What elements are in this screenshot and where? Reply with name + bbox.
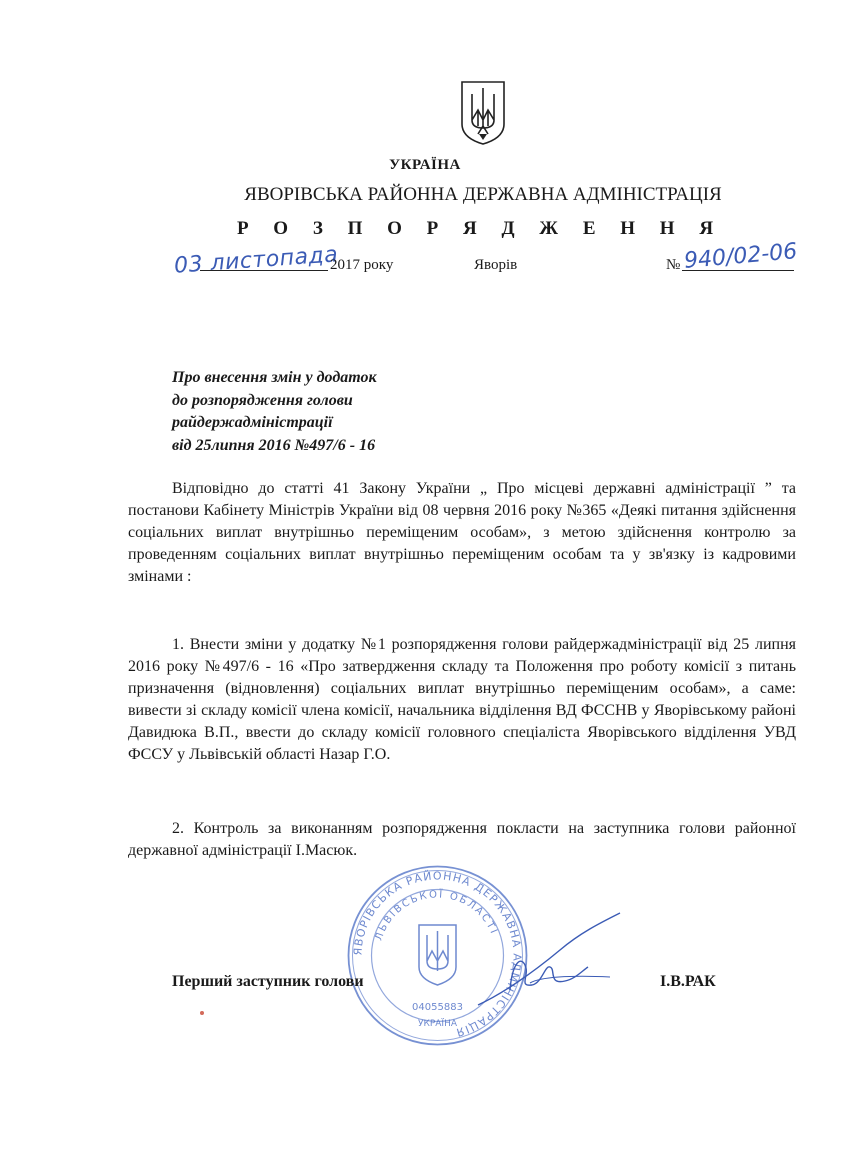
- stamp-trident-icon: [419, 925, 456, 985]
- order-item-1: 1. Внести зміни у додатку №1 розпорядження голови райдержадміністрації від 25 липня 2016 року №497/6 - 16 «Про затвердження складу та Положення про роботу комісії з питань призначення (відновлення) соціальних виплат внутрішньо переміщеним особам», а саме: вивести зі складу комісії члена комісії, начальника відділення ВД ФССНВ у Яворівському районі Давидюка В.П., ввести до складу комісії головного спеціаліста Яворівського відділення УВД ФССУ у Львівській області Назар Г.О.: [128, 636, 796, 763]
- stamp-outer-text: ЯВОРІВСЬКА РАЙОННА ДЕРЖАВНА АДМІНІСТРАЦІЯ: [351, 869, 524, 1040]
- subject-line: райдержадміністрації: [172, 414, 333, 431]
- subject-line: Про внесення змін у додаток: [172, 369, 377, 386]
- subject-line: від 25липня 2016 №497/6 - 16: [172, 436, 376, 454]
- subject-line: до розпорядження голови: [172, 391, 353, 409]
- stamp-bottom-text: УКРАЇНА: [417, 1019, 458, 1029]
- coat-of-arms-icon: [458, 80, 508, 146]
- preamble-paragraph: Відповідно до статті 41 Закону України „ Про місцеві державні адміністрації ” та постанови Кабінету Міністрів України від 08 червня 2016 року №365 «Деякі питання здійснення соціальних виплат внутрішньо переміщеним особам», з метою здійснення контролю за проведенням соціальних виплат внутрішньо переміщеним особам та у зв'язку із кадровими змінами :: [128, 480, 796, 585]
- number-sign: №: [666, 257, 681, 273]
- administration-heading: ЯВОРІВСЬКА РАЙОННА ДЕРЖАВНА АДМІНІСТРАЦІЯ: [244, 184, 722, 205]
- signatory-title: Перший заступник голови: [172, 973, 364, 990]
- ink-dot: [200, 1011, 204, 1015]
- date-underline: [200, 270, 328, 271]
- handwritten-number: 940/02-06: [683, 239, 799, 274]
- city-text: Яворів: [474, 257, 518, 273]
- signatory-name: І.В.РАК: [660, 973, 716, 990]
- document-type-heading: Р О З П О Р Я Д Ж Е Н Н Я: [236, 218, 724, 239]
- number-underline: [682, 270, 794, 271]
- handwritten-date: 03 листопада: [173, 242, 339, 279]
- year-text: 2017 року: [330, 257, 394, 273]
- country-heading: УКРАЇНА: [389, 157, 461, 173]
- document-subject: [172, 367, 377, 457]
- handwritten-signature: [470, 905, 630, 1015]
- stamp-code: 04055883: [412, 1002, 463, 1013]
- order-item-2: 2. Контроль за виконанням розпорядження покласти на заступника голови районної державної адміністрації І.Масюк.: [128, 820, 796, 859]
- stamp-inner-text: ЛЬВІВСЬКОЇ ОБЛАСТІ: [373, 889, 500, 943]
